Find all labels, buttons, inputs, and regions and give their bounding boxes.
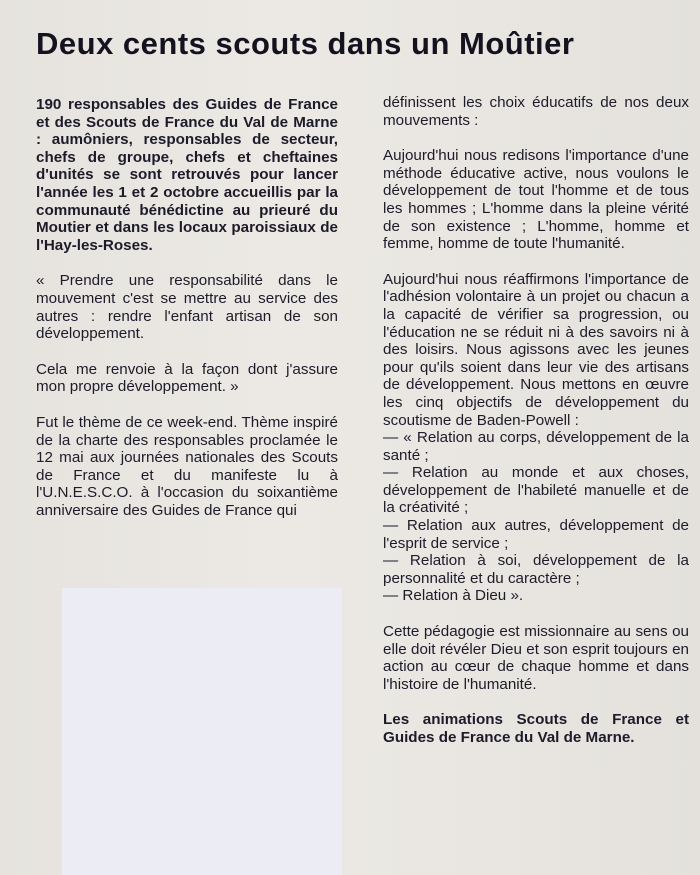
intro-paragraph: 190 responsables des Guides de France et des Scouts de France du Val de Marne : aumôniers, responsables de secteur, chefs de groupe, chefs et cheftaines d'unités se sont retrouvés pour lancer l'année les 1 et 2 octobre accueillis par la communauté bénédictine au prieuré du Moutier et dans les locaux paroissiaux de l'Hay-les-Roses.: [36, 96, 338, 254]
continuation-paragraph: définissent les choix éducatifs de nos deux mouvements :: [383, 94, 689, 129]
quote-paragraph-1: « Prendre une responsabilité dans le mouvement c'est se mettre au service des autres : rendre l'enfant artisan de son développement.: [36, 272, 338, 343]
objective-item: — Relation au monde et aux choses, développement de l'habileté manuelle et de la créativité ;: [383, 464, 689, 517]
quote-paragraph-2: Cela me renvoie à la façon dont j'assure mon propre développement. »: [36, 360, 338, 396]
theme-paragraph: Fut le thème de ce week-end. Thème inspiré de la charte des responsables proclamée le 12 mai aux journées nationales des Scouts de France et du manifeste lu à l'U.N.E.S.C.O. à l'occasion du soixantième anniversaire des Guides de France qui: [36, 413, 338, 519]
objective-item: — Relation à soi, développement de la personnalité et du caractère ;: [383, 552, 689, 587]
signature: Les animations Scouts de France et Guides de France du Val de Marne.: [383, 711, 689, 746]
blank-block: [62, 588, 342, 875]
objective-item: — Relation aux autres, développement de l'esprit de service ;: [383, 517, 689, 552]
objective-item: — « Relation au corps, développement de la santé ;: [383, 429, 689, 464]
article-title: Deux cents scouts dans un Moûtier: [36, 26, 575, 61]
left-column: [36, 96, 338, 537]
right-column: [383, 94, 689, 765]
objective-item: — Relation à Dieu ».: [383, 587, 524, 605]
adhesion-block: [383, 271, 689, 605]
pedagogie-paragraph: Cette pédagogie est missionnaire au sens ou elle doit révéler Dieu et son esprit toujours en action au cœur de chaque homme et dans l'histoire de l'humanité.: [383, 623, 689, 693]
importance-paragraph: Aujourd'hui nous redisons l'importance d'une méthode éducative active, nous voulons le développement de tout l'homme et de tous les hommes ; L'homme dans la pleine vérité de son existence ; L'homme, homme et femme, homme de toute l'humanité.: [383, 147, 689, 253]
adhesion-paragraph: Aujourd'hui nous réaffirmons l'importance de l'adhésion volontaire à un projet ou chacun a la capacité de vérifier sa progression, ou l'éducation ne se réduit ni à des savoirs ni à des loisirs. Nous agissons avec les jeunes pour qu'ils soient dans leur vie des artisans de développement. Nous mettons en œuvre les cinq objectifs de développement du scoutisme de Baden-Powell :: [383, 270, 689, 429]
